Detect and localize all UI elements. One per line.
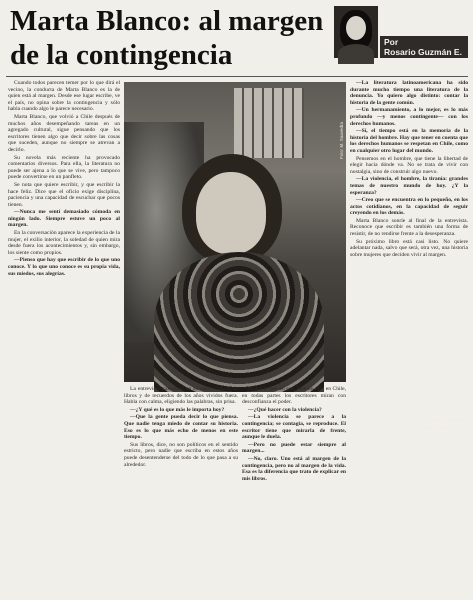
headline-line-2: de la contingencia xyxy=(10,39,233,71)
headline-line-1: Marta Blanco: al margen xyxy=(10,5,324,37)
headline-divider xyxy=(6,76,468,77)
article-paragraph: Su próximo libro está casi listo. No quiere adelantar nada, salvo que será, otra vez, una historia sobre mujeres que deciden vivir al margen. xyxy=(350,238,468,258)
article-paragraph: La entrevista transcurre en su casa, rodeada de libros y de recuerdos de los años vividos fuera. Habla con calma, eligiendo las palabras, sin prisa. xyxy=(124,386,238,406)
text-column-1 xyxy=(8,80,120,594)
article-paragraph: Pensemos en el hombre, que tiene la libertad de elegir hacia dónde va. No se trata de vivir con nostalgia, sino de construir algo nuevo. xyxy=(350,155,468,175)
text-column-4 xyxy=(350,80,468,594)
article-paragraph: —La violencia, el hombre, la tiranía: grandes temas de nuestro mundo de hoy. ¿Y la esperanza? xyxy=(350,176,468,196)
article-paragraph: —Un hermanamiento, a lo mejor, es lo más profundo —y menos contingente— con los derechos humanos. xyxy=(350,107,468,127)
byline-label xyxy=(380,36,468,58)
article-paragraph: —Pero no puede estar siempre al margen... xyxy=(242,441,346,455)
article-paragraph: Marta Blanco sonríe al final de la entrevista. Reconoce que escribir es también una forma de resistir, de no rendirse frente a la desesperanza. xyxy=(350,217,468,238)
article-paragraph: Marta Blanco, que volvió a Chile después de muchos años desempeñando tareas en un agregado cultural, sigue pensando que los escritores tienen algo que decir sobre las cosas que suceden, aunque no siempre se atrevan a decirlo. xyxy=(8,113,120,153)
article-paragraph: Su novela más reciente ha provocado comentarios diversos. Para ella, la literatura no puede ser ajena a lo que se vive, pero tampoco puede convertirse en un panfleto. xyxy=(8,154,120,181)
article-paragraph: probable que así sea. Pero no sólo en Chile, en todas partes los escritores miran con desconfianza el poder. xyxy=(242,386,346,406)
byline-author: Rosario Guzmán E. xyxy=(384,47,462,57)
text-column-2 xyxy=(124,386,238,594)
byline-prefix: Por xyxy=(384,37,399,47)
photo-credit: Foto: M. Saavedra xyxy=(339,122,344,160)
author-portrait xyxy=(334,6,378,58)
article-paragraph: —Nunca me sentí demasiado cómoda en ningún lado. Siempre estuve un poco al margen. xyxy=(8,209,120,229)
article-paragraph: —No, claro. Uno está al margen de la contingencia, pero no al margen de la vida. Esa es la diferencia que trato de explicar en mis libros. xyxy=(242,455,346,482)
text-column-3 xyxy=(242,386,346,594)
article-paragraph: —Pienso que hay que escribir de lo que uno conoce. Y lo que uno conoce es su propia vida, sus miedos, sus alegrías. xyxy=(8,257,120,277)
article-paragraph: —Creo que se encuentra en lo pequeño, en los actos cotidianos, en la capacidad de seguir creyendo en los demás. xyxy=(350,197,468,217)
article-paragraph: Se nota que quiere escribir, y que escribir la hace feliz. Dice que el oficio exige disciplina, paciencia y una capacidad de escuchar que pocos tienen. xyxy=(8,181,120,208)
photo-caption: «Una primera novela de autora chilena» xyxy=(412,418,464,431)
article-paragraph: —Que la gente pueda decir lo que piensa. Que nadie tenga miedo de contar su historia. Eso es lo que más echo de menos en este tiempo. xyxy=(124,414,238,441)
article-headline xyxy=(10,4,332,72)
article-paragraph: —La violencia se parece a la contingencia; se contagia, se reproduce. El escritor tiene que mirarla de frente, aunque le duela. xyxy=(242,414,346,441)
byline xyxy=(334,6,468,60)
article-paragraph: En la conversación aparece la experiencia de la mujer, el exilio interior, la soledad de quien mira desde fuera los acontecimientos y, sin embargo, los siente como propios. xyxy=(8,230,120,256)
article-paragraph: Sus libros, dice, no son políticos en el sentido estricto, pero nadie que escriba en estos años puede desentenderse del todo de lo que pasa a su alrededor. xyxy=(124,441,238,468)
article-paragraph: —La literatura latinoamericana ha sido durante mucho tiempo una literatura de la denuncia. Yo quiero algo distinto: contar la historia de la gente común. xyxy=(350,80,468,106)
article-paragraph: —¿Qué hacer con la violencia? xyxy=(248,406,322,413)
article-paragraph: —Sí, el tiempo está en la memoria de la historia del hombre. Hay que tener en cuenta que los derechos humanos se respetan en Chile, como en cualquier otro lugar del mundo. xyxy=(350,128,468,154)
article-paragraph: Cuando todos parecen temer por lo que dirá el vecino, la conducta de Marta Blanco es la de quien está al margen. Desde ese lugar escribe, ve el país, no opina sobre la contingencia y sólo habla cuando algo le parece necesario. xyxy=(8,80,120,113)
article-paragraph: —¿Y qué es lo que más le importa hoy? xyxy=(130,406,225,413)
